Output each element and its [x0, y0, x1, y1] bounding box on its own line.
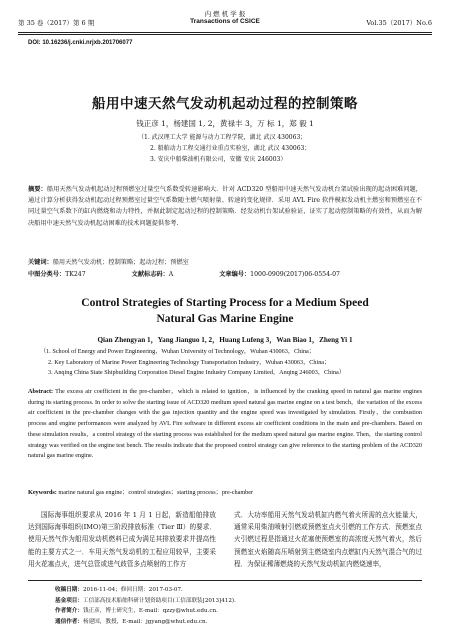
keywords-cn-text: 船用天然气发动机；控制策略；起动过程；预燃室	[52, 259, 189, 266]
title-en-line-2: Natural Gas Marine Engine	[156, 313, 294, 325]
keywords-en	[28, 487, 422, 496]
header-volume-en: Vol.35（2017）No.6	[366, 19, 432, 27]
header-volume-cn: 第 35 卷（2017）第 6 期	[18, 19, 95, 27]
affiliation-en-1: （1. School of Energy and Power Engineering，Wuhan University of Technology，Wuhan 430063，China；	[40, 348, 315, 355]
document-code: 文献标志码：A	[131, 271, 174, 278]
body-column-right: 式．大功率船用天然气发动机缸内燃气着火所需的点火能量大，通常采用柴油喷射引燃或预燃室点火引燃的工作方式．预燃室点火引燃过程是指通过火花塞使预燃室的高浓度天然气着火，然后预燃室火焰随高压喷射到主燃烧室内点燃缸内天然气混合气的过程．为保证稀薄燃烧的天然气发动机缸内燃烧速率，	[234, 511, 422, 568]
affiliation-cn-1: （1. 武汉理工大学 能源与动力工程学院，湖北 武汉 430063；	[138, 134, 307, 141]
title-en-line-1: Control Strategies of Starting Process for a Medium Speed	[81, 297, 369, 309]
authors-en: Qian Zhengyan 1，Yang Jianguo 1, 2，Huang Lufeng 3，Wan Biao 1，Zheng Yi 1	[97, 336, 353, 344]
header-journal-en: Transactions of CSICE	[190, 18, 260, 25]
footnote-received: 收稿日期：2016-11-04；修回日期：2017-03-07.	[55, 587, 183, 593]
footnote-rule	[28, 580, 422, 581]
keywords-en-label: Keywords:	[28, 489, 57, 496]
footnote-funding: 基金项目：工信部高技术船舶科研计划资助项目(工信部联装[2013]412).	[55, 597, 236, 604]
footnote-author: 作者简介：钱正彦，博士研究生，E-mail：qzzy@whut.edu.cn.	[55, 608, 218, 614]
footnotes	[55, 585, 236, 627]
abstract-cn	[28, 184, 422, 229]
title-en	[0, 295, 450, 327]
affiliation-cn-3: 3. 安庆中船柴油机有限公司，安徽 安庆 246003）	[150, 156, 287, 163]
footnote-corresponding: 通信作者：杨建国，教授，E-mail：jgyang@whut.edu.cn.	[55, 618, 208, 625]
authors-cn: 钱正彦 1，杨建国 1, 2，黄禄丰 3，万 标 1，郑 毅 1	[136, 119, 314, 128]
clc-number: 中图分类号：TK247	[28, 271, 86, 278]
classification-cn	[28, 269, 384, 278]
affiliation-en-2: 2. Key Laboratory of Marine Power Engineering Technology Transportation Industry，Wuhan 430063，China；	[48, 358, 331, 366]
abstract-cn-text: 船用天然气发动机起动过程预燃室过量空气系数受转速影响大．针对 ACD320 型船用中速天然气发动机台架试验出现的起动困难问题，通过计算分析获得发动机起动过程预燃室过量空气系数随主燃气喷射量、转速的变化规律．采用 AVL Fire 软件模拟发动机主燃室和预燃室在不同过量空气系数下的缸内燃烧和动力特性，并据此制定起动过程的控制策略．经发动机台架试验验证，证实了起动控制策略的有效性，从而为解决船用中速天然气发动机起动困难的技术问题提供参考.	[28, 186, 422, 227]
keywords-cn	[28, 257, 189, 266]
abstract-en-text: The excess air coefficient in the pre-chamber，which is related to ignition，is influenced by the cranking speed in natural gas marine engines during its starting process. In order to solve the starting issue of ACD320 medium speed natural gas marine engine on a test bench，the variation of the excess air coefficient in the pre-chamber changes with the gas injection quantity and the engine speed was investigated by simulation. Firstly，the combustion process and engine performances were analyzed by AVL Fire software in different excess air coefficient conditions in the main and pre-chambers. Based on these simulation results，a control strategy of the starting process was established for the medium speed natural gas marine engine. Then，the starting control strategy was verified on the engine test bench. The results indicate that the proposed control strategy can give reference to the starting problem of the ACD320 natural gas marine engine.	[28, 388, 422, 460]
running-header	[18, 10, 432, 32]
abstract-en	[28, 387, 422, 462]
affiliation-en-3: 3. Anqing China State Shipbuilding Corporation Diesel Engine Industry Company Limited，Anqing 246003，China）	[48, 369, 345, 376]
header-journal-cn: 内 燃 机 学 报	[204, 10, 246, 18]
doi: DOI: 10.16236/j.cnki.nrjxb.201706077	[28, 40, 133, 46]
title-cn: 船用中速天然气发动机起动过程的控制策略	[92, 96, 358, 112]
abstract-en-label: Abstract:	[28, 388, 54, 395]
keywords-cn-label: 关键词：	[28, 259, 53, 266]
abstract-cn-label: 摘要：	[28, 186, 47, 193]
header-rule	[18, 32, 432, 33]
keywords-en-text: marine natural gas engine；control strategies；starting process；pre-chamber	[56, 489, 254, 496]
body-column-left: 国际海事组织要求从 2016 年 1 月 1 日起，新造船舶排放达到国际海事组织(IMO)第三阶段排放标准（Tier Ⅲ）的要求．使用天然气作为船用发动机燃料已成为满足其排放要求并提高性能的主要方式之一．车用天然气发动机的工程应用较早，主要采用火花塞点火，进气总管或进气歧管多点喷射的工作方	[28, 511, 216, 568]
article-id: 文章编号：1000-0909(2017)06-0554-07	[219, 271, 340, 278]
affiliation-cn-2: 2. 船舶动力工程交通行业重点实验室，湖北 武汉 430063；	[150, 145, 311, 152]
header-rule-thin	[18, 34, 432, 35]
